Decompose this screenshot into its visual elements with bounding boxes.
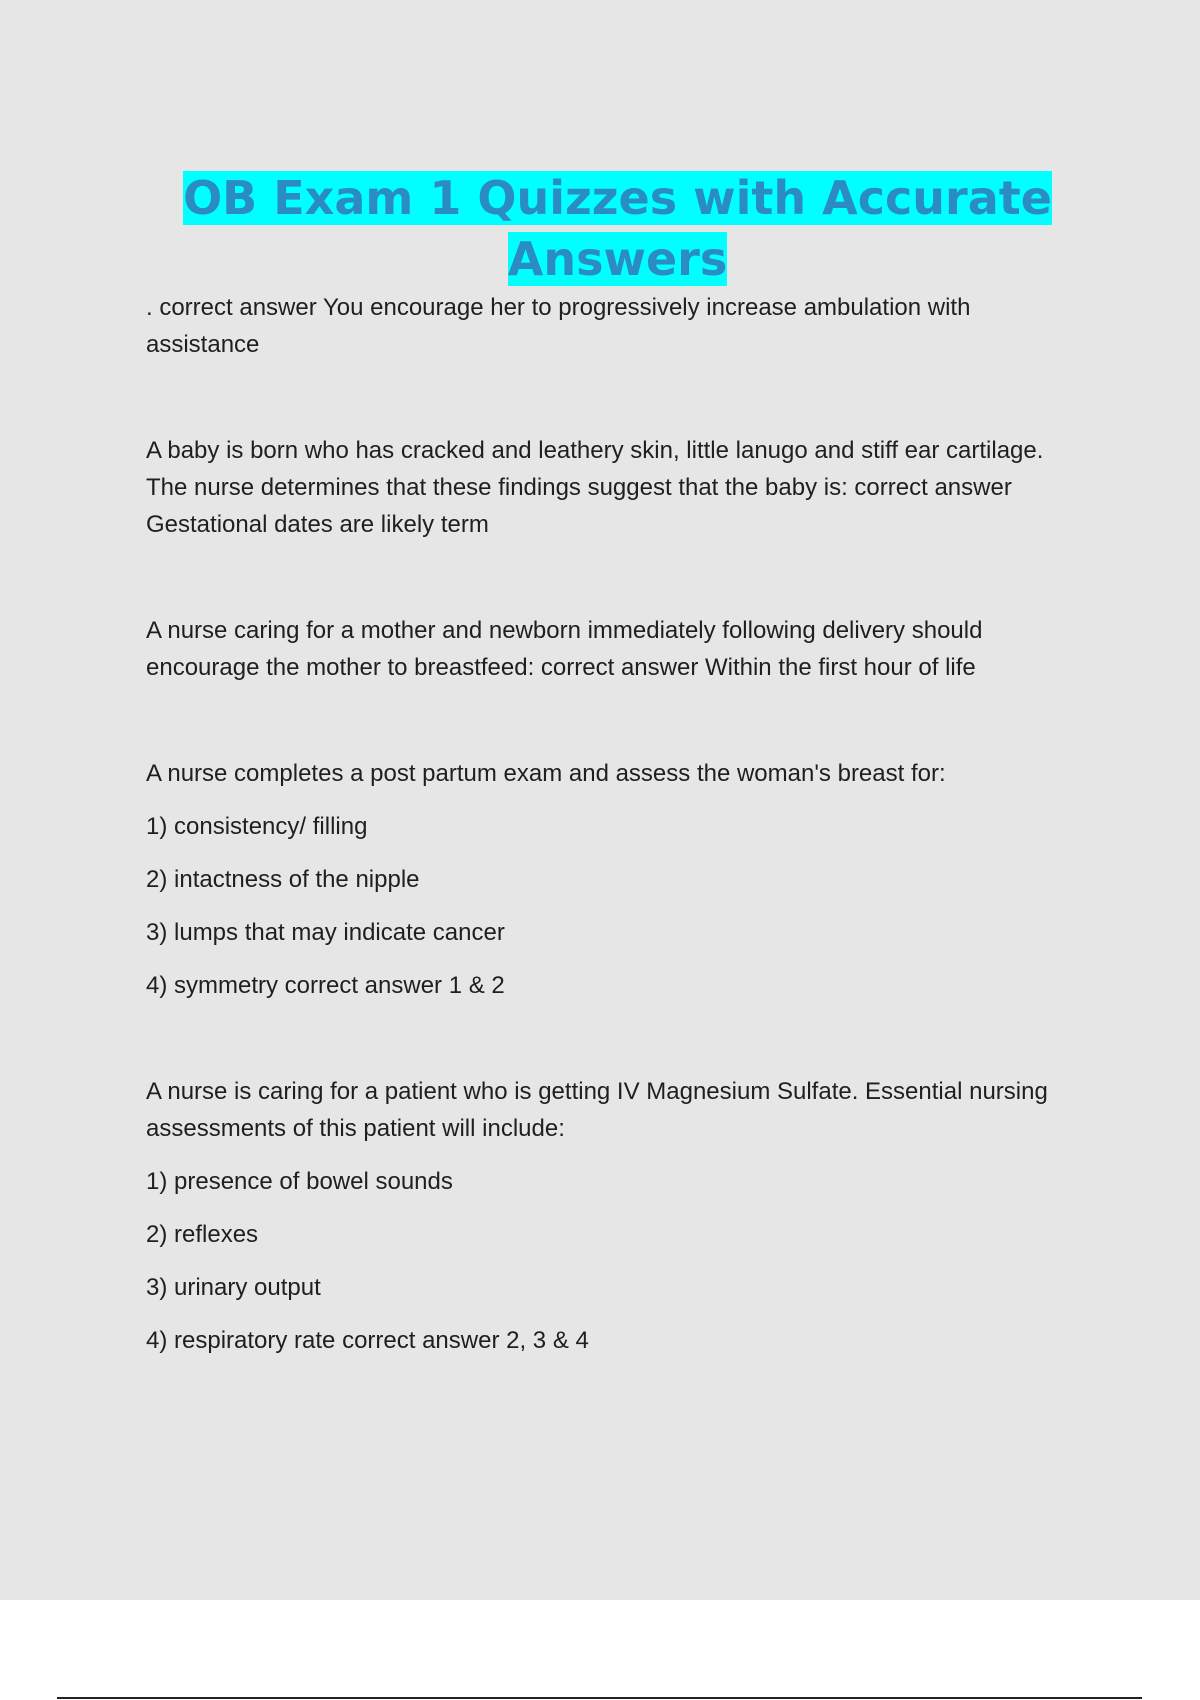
document-title-text: OB Exam 1 Quizzes with Accurate Answers xyxy=(183,171,1052,286)
question-text: A nurse caring for a mother and newborn immediately following delivery should encourage the mother to breastfeed: correct answer Within the first hour of life xyxy=(146,617,983,681)
answer-option: 2) intactness of the nipple xyxy=(146,866,420,893)
answer-option: 1) consistency/ filling xyxy=(146,813,368,840)
answer-option: 3) lumps that may indicate cancer xyxy=(146,919,505,946)
answer-option: 4) symmetry correct answer 1 & 2 xyxy=(146,972,505,999)
footer-divider xyxy=(57,1697,1142,1699)
question-text: A nurse is caring for a patient who is getting IV Magnesium Sulfate. Essential nursing assessments of this patient will include: xyxy=(146,1078,1048,1142)
question-text: . correct answer You encourage her to progressively increase ambulation with assistance xyxy=(146,294,971,358)
question-block xyxy=(146,1073,1076,1359)
answer-option: 3) urinary output xyxy=(146,1274,321,1301)
question-block xyxy=(146,432,1076,543)
question-text: A baby is born who has cracked and leathery skin, little lanugo and stiff ear cartilage. The nurse determines that these findings suggest that the baby is: correct answer Gestational dates are likely term xyxy=(146,437,1044,538)
question-text: A nurse completes a post partum exam and assess the woman's breast for: xyxy=(146,760,946,787)
question-block xyxy=(146,612,1076,686)
question-block xyxy=(146,755,1076,1004)
answer-option: 4) respiratory rate correct answer 2, 3 & 4 xyxy=(146,1327,589,1354)
question-block xyxy=(146,289,1076,363)
document-body xyxy=(146,289,1076,1428)
document-title xyxy=(145,168,1090,290)
answer-option: 1) presence of bowel sounds xyxy=(146,1168,453,1195)
answer-option: 2) reflexes xyxy=(146,1221,259,1248)
